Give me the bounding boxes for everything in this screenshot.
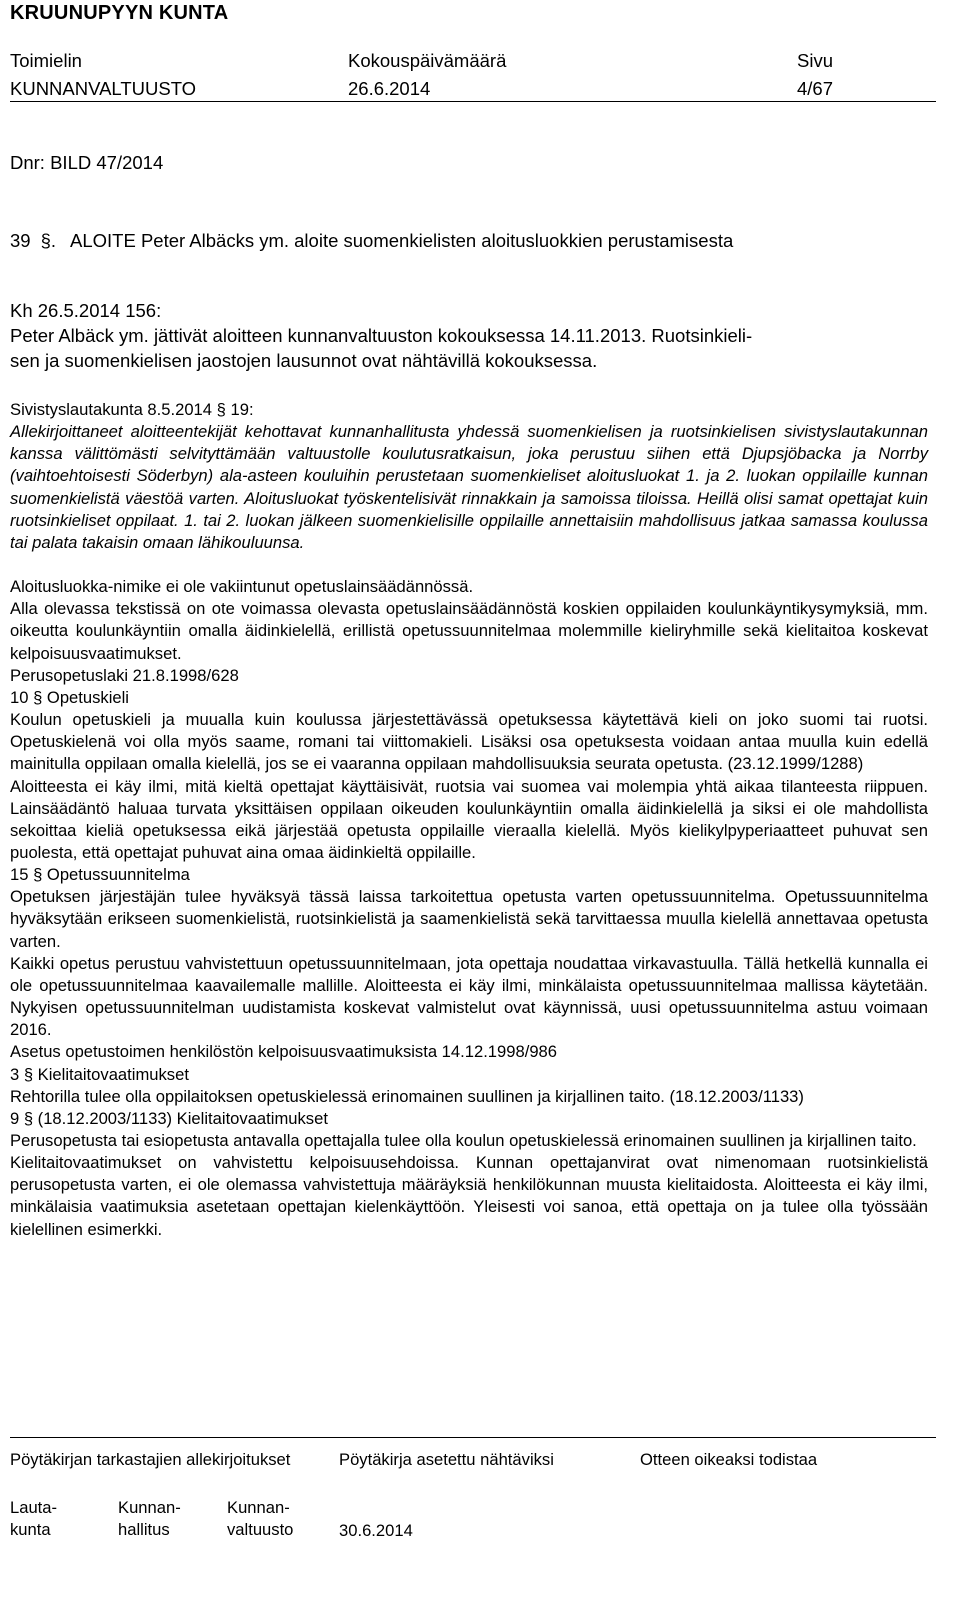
law-section-heading: 10 § Opetuskieli	[10, 687, 129, 707]
law-section-heading: 15 § Opetussuunnitelma	[10, 865, 190, 885]
signature-board-line-2: hallitus	[118, 1520, 170, 1539]
header-body-column	[10, 47, 196, 103]
signature-committee	[10, 1497, 57, 1541]
signature-council-line-2: valtuusto	[227, 1520, 294, 1539]
header-date-value: 26.6.2014	[348, 78, 431, 99]
board-reference-block	[10, 298, 928, 373]
body-paragraph: Opetuksen järjestäjän tulee hyväksyä tässä laissa tarkoitettua opetusta varten opetussuunnitelma. Opetussuunnitelma hyväksytään erikseen suomenkielistä, ruotsinkielistä ja saamenkielistä sekä tarvittaessa muulla kielellä annettavaa opetusta varten.	[10, 887, 928, 951]
footer-posted-label: Pöytäkirja asetettu nähtäviksi	[339, 1450, 554, 1469]
header-page-value: 4/67	[797, 78, 834, 99]
record-number: Dnr: BILD 47/2014	[10, 152, 164, 173]
header-page-label: Sivu	[797, 50, 833, 71]
paragraph-symbol: §	[216, 400, 226, 419]
header-divider	[10, 101, 936, 102]
board-reference-text-2: sen ja suomenkielisen jaostojen lausunnot ovat nähtävillä kokouksessa.	[10, 350, 598, 371]
committee-reference-number: 19:	[230, 400, 254, 419]
signature-board	[118, 1497, 181, 1541]
committee-reference-text: Sivistyslautakunta 8.5.2014	[10, 400, 213, 419]
section-heading	[10, 230, 733, 252]
body-paragraph: Aloitusluokka-nimike ei ole vakiintunut opetuslainsäädännössä.	[10, 577, 474, 597]
section-number: 39	[10, 230, 31, 251]
header-date-column	[348, 47, 506, 103]
header-body-value: KUNNANVALTUUSTO	[10, 78, 197, 99]
section-title: ALOITE Peter Albäcks ym. aloite suomenkielisten aloitusluokkien perustamisesta	[70, 230, 734, 251]
body-paragraph: Perusopetusta tai esiopetusta antavalla opettajalla tulee olla koulun opetuskielessä erinomainen suullinen ja kirjallinen taito.	[10, 1131, 917, 1150]
law-citation: Perusopetuslaki 21.8.1998/628	[10, 665, 239, 685]
header-date-label: Kokouspäivämäärä	[348, 50, 507, 71]
board-reference-text-1: Peter Albäck ym. jättivät aloitteen kunnanvaltuuston kokouksessa 14.11.2013. Ruotsinkieli-	[10, 325, 753, 346]
body-paragraph: Kielitaitovaatimukset on vahvistettu kelpoisuusehdoissa. Kunnan opettajanvirat ovat nimenomaan ruotsinkielistä perusopetusta varten, ei ole olemassa vahvistettuja määräyksiä henkilökunnan muusta kielitaidosta. Aloitteesta ei käy ilmi, minkälaisia vaatimuksia asetetaan opettajan kielenkäyttöön. Yleisesti voi sanoa, että opettaja on ja tulee olla työssään kielellinen esimerkki.	[10, 1153, 928, 1239]
body-paragraph: Rehtorilla tulee olla oppilaitoksen opetuskielessä erinomainen suullinen ja kirjallinen taito. (18.12.2003/1133)	[10, 1086, 804, 1106]
body-paragraph: Aloitteesta ei käy ilmi, mitä kieltä opettajat käyttäisivät, ruotsia vai suomea vai molempia yhtä aikaa tilanteesta riippuen. Lainsäädäntö haluaa turvata yksittäisen oppilaan oikeuden koulunkäyntiin omalla äidinkielellä ja siksi ei ole mahdollista sekoittaa kieliä opetuksessa eikä järjestää opetusta oppilaille vieraalla kielellä. Myös kielikylpyperiaatteet puhuvat sen puolesta, että opettajat puhuvat aina omaa äidinkieltä oppilaille.	[10, 776, 928, 862]
signature-board-line-1: Kunnan-	[118, 1498, 181, 1517]
footer-certified-label: Otteen oikeaksi todistaa	[640, 1450, 818, 1469]
organization-name: KRUUNUPYYN KUNTA	[10, 2, 229, 24]
board-reference: Kh 26.5.2014 156:	[10, 300, 162, 321]
body-paragraph: Koulun opetuskieli ja muualla kuin koulussa järjestettävässä opetuksessa käytettävä kieli on joko suomi tai ruotsi. Opetuskielenä voi olla myös saame, romani tai viittomakieli. Lisäksi osa opetuksesta voidaan antaa muulla kuin edellä mainitulla oppilaan omalla kielellä, jos se ei vaaranna oppilaan mahdollisuuksia seurata opetusta. (23.12.1999/1288)	[10, 710, 928, 774]
footer-signatures-label: Pöytäkirjan tarkastajien allekirjoitukset	[10, 1450, 291, 1469]
initiative-quote: Allekirjoittaneet aloitteentekijät kehottavat kunnanhallitusta yhdessä suomenkielisen ja ruotsinkielisen sivistyslautakunnan kanssa välittömästi selvityttämään valtuustolle koulutusratkaisun, joka perustuu siihen että Djupsjöbacka ja Norrby (vaihtoehtoisesti Söderbyn) ala-asteen kouluihin perustetaan suomenkieliset aloitusluokat 1. ja 2. luokan oppilaille kunnan suomenkielistä väestöä varten. Aloitusluokat työskentelisivät rinnakkain ja samoissa tiloissa. Heillä olisi samat opettajat kuin ruotsinkieliset oppilaat. 1. tai 2. luokan jälkeen suomenkielisille oppilaille annettaisiin mahdollisuus jatkaa samassa koulussa tai palata takaisin omaan lähikouluunsa.	[10, 422, 928, 552]
body-paragraph: Kaikki opetus perustuu vahvistettuun opetussuunnitelmaan, jota opettaja noudattaa virkavastuulla. Tällä hetkellä kunnalla ei ole opetussuunnitelmaa kaavailemalle mallille. Aloitteesta ei käy ilmi, minkälaista opetussuunnitelmaa mallissa käytetään. Nykyisen opetussuunnitelman uudistamista koskevat valmistelut ovat käynnissä, uusi opetussuunnitelma astuu voimaan 2016.	[10, 953, 928, 1040]
signature-committee-line-1: Lauta-	[10, 1498, 58, 1517]
header-body-label: Toimielin	[10, 50, 82, 71]
law-section-heading: 3 § Kielitaitovaatimukset	[10, 1064, 189, 1084]
section-symbol: §.	[40, 230, 57, 251]
education-committee-statement	[10, 399, 928, 1241]
committee-reference	[10, 399, 928, 421]
signature-committee-line-2: kunta	[10, 1520, 51, 1539]
body-paragraph: Alla olevassa tekstissä on ote voimassa olevasta opetuslainsäädännöstä koskien oppilaiden koulunkäyntikysymyksiä, mm. oikeutta koulunkäyntiin omalla äidinkielellä, erillistä opetussuunnitelmaa molemmille kieliryhmille sekä kielitaitoa koskevat kelpoisuusvaatimukset.	[10, 599, 928, 663]
law-section-heading: 9 § (18.12.2003/1133) Kielitaitovaatimukset	[10, 1108, 328, 1128]
signature-council	[227, 1497, 293, 1541]
header-page-column	[797, 47, 833, 103]
signature-council-line-1: Kunnan-	[227, 1498, 290, 1517]
footer-divider	[10, 1437, 936, 1438]
posted-date: 30.6.2014	[339, 1521, 413, 1540]
law-citation: Asetus opetustoimen henkilöstön kelpoisuusvaatimuksista 14.12.1998/986	[10, 1042, 558, 1062]
paragraph-gap	[10, 554, 928, 576]
